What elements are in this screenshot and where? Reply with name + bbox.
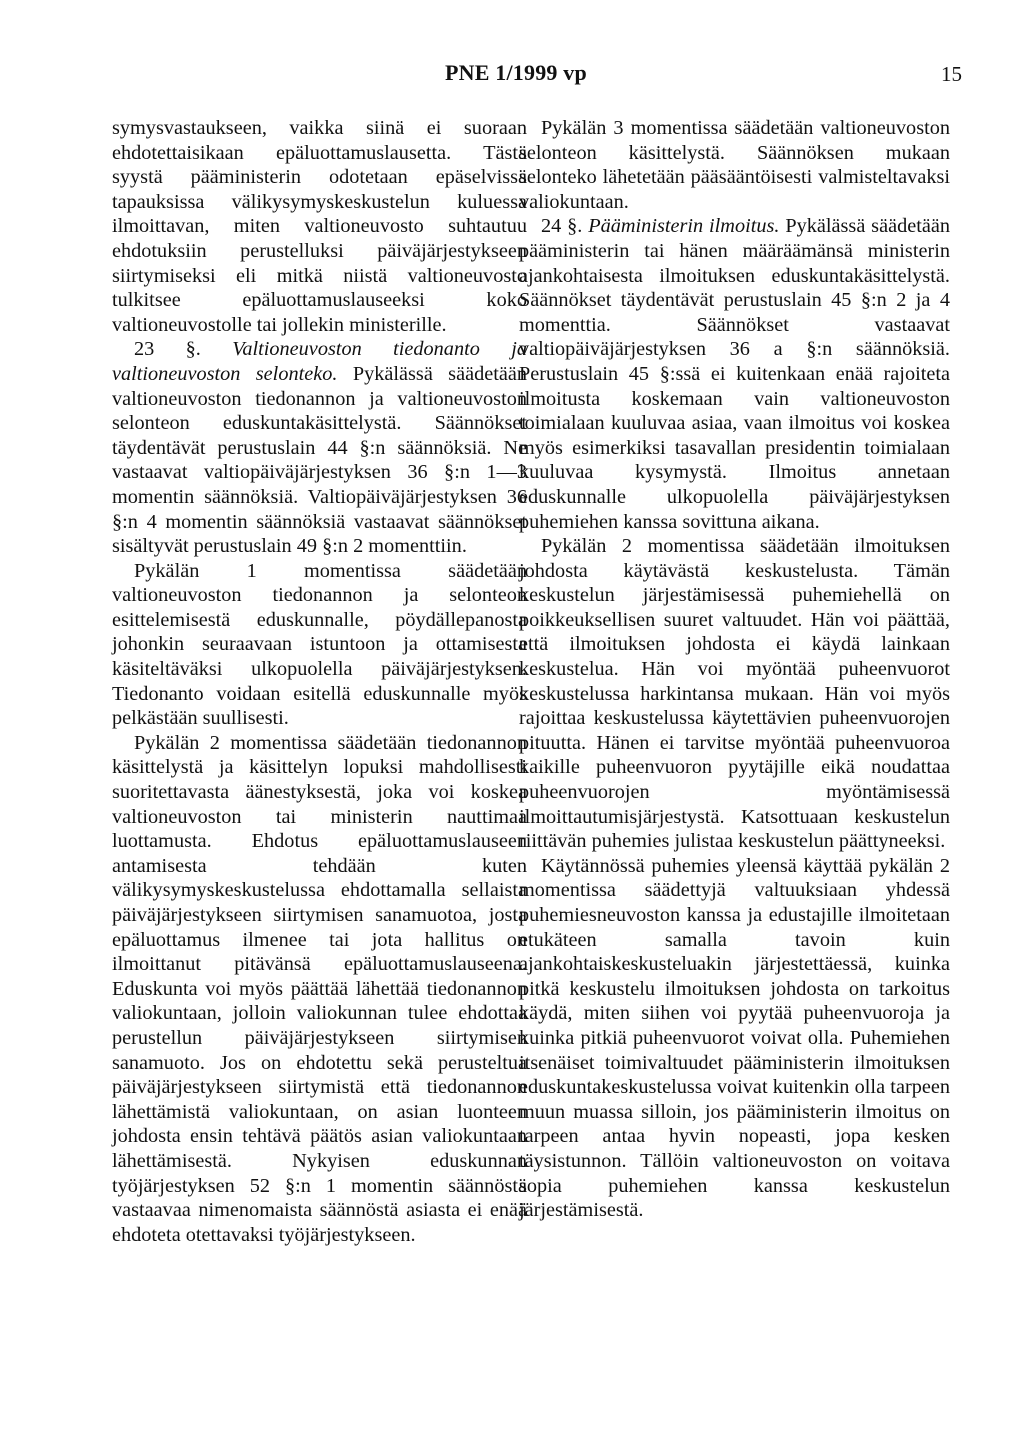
section-24-text: Pykälässä säädetään pääministerin tai hänen määräämänsä ministerin ajankohtaisesta ilmoituksen eduskuntakäsittelystä. Säännökset täydentävät perustuslain 45 §:n 2 ja 4 momenttia. Säännökset vastaavat valtiopäiväjärjestyksen 36 a §:n säännöksiä. Perustuslain 45 §:ssä ei kuitenkaan enää rajoiteta ilmoitusta koskemaan vain valtioneuvoston toimialaan kuuluvaa asiaa, vaan ilmoitus voi koskea myös esimerkiksi tasavallan presidentin toimialaan kuuluvaa kysymystä. Ilmoitus annetaan eduskunnalle ulkopuolella päiväjärjestyksen puhemiehen kanssa sovittuna aikana. xyxy=(519,215,950,533)
section-23-text: Pykälässä säädetään valtioneuvoston tiedonannon ja valtioneuvoston selonteon eduskuntakäsittelystä. Säännökset täydentävät perustuslain 44 §:n säännöksiä. Ne vastaavat valtiopäiväjärjestyksen 36 §:n 1—3 momentin säännöksiä. Valtiopäiväjärjestyksen 36 §:n 4 momentin säännöksiä vastaavat säännökset sisältyvät perustuslain 49 §:n 2 momenttiin. xyxy=(112,362,527,558)
page-number: 15 xyxy=(941,62,962,86)
section-24-number: 24 §. xyxy=(541,215,583,238)
paragraph: Pykälän 2 momentissa säädetään ilmoituksen johdosta käytävästä keskustelusta. Tämän keskustelun järjestämisessä puhemiehellä on poikkeuksellisen suuret valtuudet. Hän voi päättää, että ilmoituksen johdosta ei käydä lainkaan keskustelua. Hän voi myöntää puheenvuorot keskustelussa harkintansa mukaan. Hän voi myös rajoittaa keskustelussa käytettävien puheenvuorojen pituutta. Hänen ei tarvitse myöntää puheenvuoroa kaikille puheenvuoron pyytäjille eikä noudattaa puheenvuorojen myöntämisessä ilmoittautumisjärjestystä. Katsottuaan keskustelun riittävän puhemies julistaa keskustelun päättyneeksi. xyxy=(519,535,950,853)
page-header xyxy=(0,60,1024,92)
right-column xyxy=(519,116,950,1223)
paragraph: Pykälän 1 momentissa säädetään valtioneuvoston tiedonannon ja selonteon esittelemisestä eduskunnalle, pöydällepanosta johonkin seuraavaan istuntoon ja ottamisesta käsiteltäväksi ulkopuolella päiväjärjestyksen. Tiedonanto voidaan esitellä eduskunnalle myös pelkästään suullisesti. xyxy=(112,559,527,730)
section-24-title: Pääministerin ilmoitus. xyxy=(588,215,780,238)
section-23-number: 23 §. xyxy=(134,338,201,361)
section-24-paragraph xyxy=(519,214,950,534)
paragraph-continuation: symysvastaukseen, vaikka siinä ei suoraan ehdotettaisikaan epäluottamuslausetta. Tästä syystä pääministerin odotetaan epäselvissä tapauksissa välikysymyskeskustelun kuluessa ilmoittavan, miten valtioneuvosto suhtautuu ehdotuksiin perustelluksi päiväjärjestykseen siirtymiseksi eli mitkä niistä valtioneuvosto tulkitsee epäluottamuslauseeksi koko valtioneuvostolle tai jollekin ministerille. xyxy=(112,117,527,336)
section-23-paragraph xyxy=(112,337,527,558)
section-23-title: Valtioneuvoston tiedonanto ja valtioneuvoston selonteko. xyxy=(112,338,527,385)
document-id: PNE 1/1999 vp xyxy=(445,60,587,85)
paragraph: Pykälän 2 momentissa säädetään tiedonannon käsittelystä ja käsittelyn lopuksi mahdollisesti suoritettavasta äänestyksestä, joka voi koskea valtioneuvoston tai ministerin nauttimaa luottamusta. Ehdotus epäluottamuslauseen antamisesta tehdään kuten välikysymyskeskustelussa ehdottamalla sellaista päiväjärjestykseen siirtymisen sanamuotoa, josta epäluottamus ilmenee tai jota hallitus on ilmoittanut pitävänsä epäluottamuslauseena. Eduskunta voi myös päättää lähettää tiedonannon valiokuntaan, jolloin valiokunnan tulee ehdottaa perustellun päiväjärjestykseen siirtymisen sanamuoto. Jos on ehdotettu sekä perusteltua päiväjärjestykseen siirtymistä että tiedonannon lähettämistä valiokuntaan, on asian luonteen johdosta ensin tehtävä päätös asian valiokuntaan lähettämisestä. Nykyisen eduskunnan työjärjestyksen 52 §:n 1 momentin säännöstä vastaavaa nimenomaista säännöstä asiasta ei enää ehdoteta otettavaksi työjärjestykseen. xyxy=(112,731,527,1246)
paragraph: Käytännössä puhemies yleensä käyttää pykälän 2 momentissa säädettyjä valtuuksiaan yhdessä puhemiesneuvoston kanssa ja edustajille ilmoitetaan etukäteen samalla tavoin kuin ajankohtaiskeskusteluakin järjestettäessä, kuinka pitkä keskustelu ilmoituksen johdosta on tarkoitus käydä, miten siihen voi pyytää puheenvuoroja ja kuinka pitkiä puheenvuorot voivat olla. Puhemiehen itsenäiset toimivaltuudet pääministerin ilmoituksen eduskuntakeskustelussa voivat kuitenkin olla tarpeen muun muassa silloin, jos pääministerin ilmoitus on tarpeen antaa hyvin nopeasti, jopa kesken täysistunnon. Tällöin valtioneuvoston on voitava sopia puhemiehen kanssa keskustelun järjestämisestä. xyxy=(519,854,950,1222)
left-column xyxy=(112,116,527,1247)
paragraph: Pykälän 3 momentissa säädetään valtioneuvoston selonteon käsittelystä. Säännöksen mukaan selonteko lähetetään pääsääntöisesti valmisteltavaksi valiokuntaan. xyxy=(519,117,950,213)
